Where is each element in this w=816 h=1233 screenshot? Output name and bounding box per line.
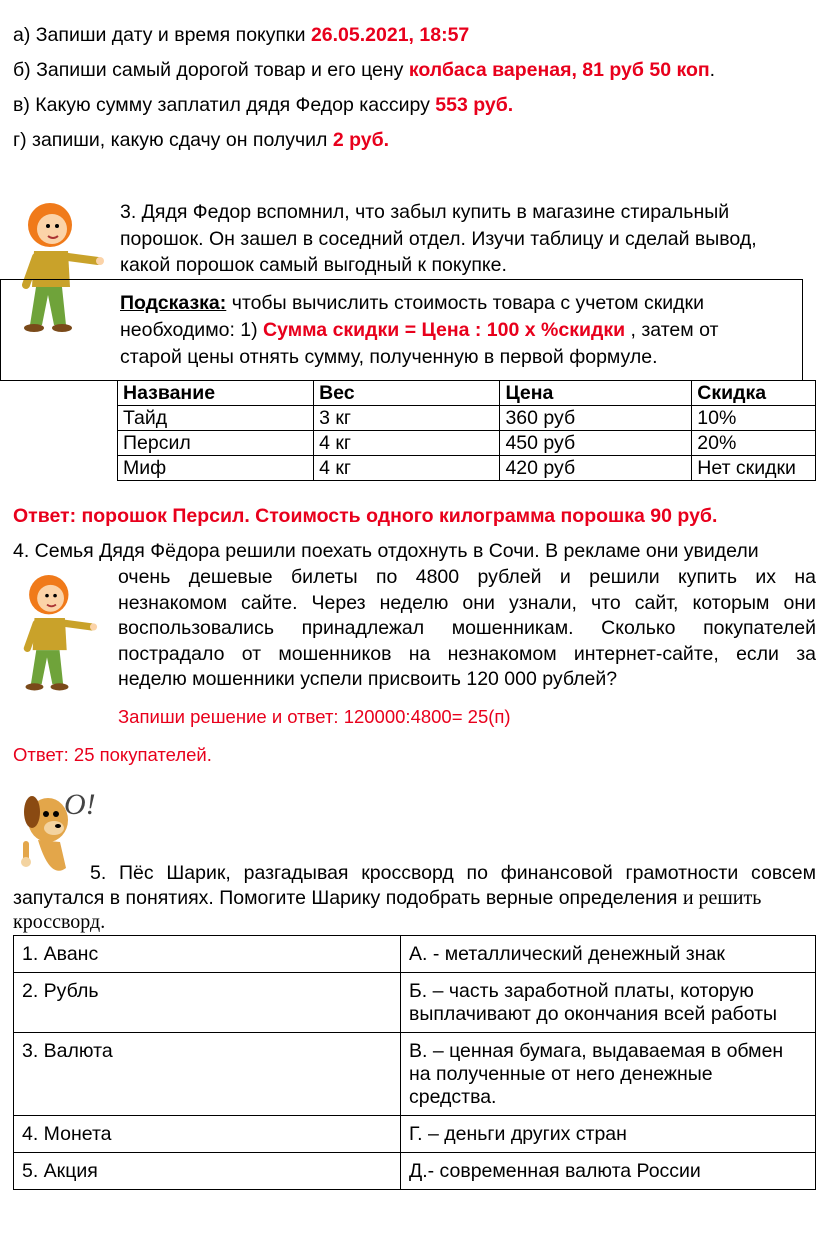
task3-answer: Ответ: порошок Персил. Стоимость одного килограмма порошка 90 руб.	[13, 505, 718, 527]
task-a: а) Запиши дату и время покупки 26.05.2021, 18:57	[13, 24, 470, 46]
task4-answer: Ответ: 25 покупателей.	[13, 744, 212, 765]
term-cell: 1. Аванс	[14, 936, 401, 973]
task3-line2: порошок. Он зашел в соседний отдел. Изучи таблицу и сделай вывод,	[120, 228, 757, 250]
task4-line6: неделю мошенники успели присвоить 120 000 рублей?	[118, 668, 618, 690]
table-row: Миф 4 кг 420 руб Нет скидки	[118, 456, 816, 481]
definition-cell: Г. – деньги других стран	[401, 1116, 816, 1153]
table-row	[14, 936, 816, 973]
col-weight-header: Вес	[314, 381, 500, 406]
definition-cell: А. - металлический денежный знак	[401, 936, 816, 973]
definition-cell: Б. – часть заработной платы, которую выплачивают до окончания всей работы	[401, 973, 816, 1033]
task-b-answer: колбаса вареная, 81 руб 50 коп	[408, 59, 710, 81]
task4-line3: незнакомом сайте. Через неделю они узнали, что сайт, которым они	[118, 592, 816, 614]
task5-line3: кроссворд.	[13, 911, 106, 933]
term-cell: 2. Рубль	[14, 973, 401, 1033]
task4-line4: воспользовались принадлежал мошенникам. Сколько покупателей	[118, 617, 816, 639]
task-v-answer: 553 руб.	[435, 94, 514, 116]
task3-line3: какой порошок самый выгодный к покупке.	[120, 254, 507, 276]
sharik-exclaim: О!	[64, 788, 96, 821]
task4-line1: 4. Семья Дядя Фёдора решили поехать отдохнуть в Сочи. В рекламе они увидели	[13, 540, 759, 562]
definitions-table	[13, 935, 816, 1190]
table-row	[14, 1116, 816, 1153]
task-g: г) запиши, какую сдачу он получил 2 руб.	[13, 129, 390, 151]
task4-solution: Запиши решение и ответ: 120000:4800= 25(п)	[118, 706, 511, 727]
table-row	[14, 1153, 816, 1190]
task3-line1: 3. Дядя Федор вспомнил, что забыл купить в магазине стиральный	[120, 201, 730, 223]
task4-line2: очень дешевые билеты по 4800 рублей и решили купить их на	[118, 566, 816, 588]
task5-line2: запутался в понятиях. Помогите Шарику подобрать верные определения и решить	[13, 887, 762, 909]
term-cell: 4. Монета	[14, 1116, 401, 1153]
task-b: б) Запиши самый дорогой товар и его цену колбаса вареная, 81 руб 50 коп.	[13, 59, 716, 81]
table-row: Тайд 3 кг 360 руб 10%	[118, 406, 816, 431]
term-cell: 5. Акция	[14, 1153, 401, 1190]
col-discount-header: Скидка	[692, 381, 816, 406]
hint-text: Подсказка: чтобы вычислить стоимость товара с учетом скидки необходимо: 1) Сумма скидки = Цена : 100 х %скидки , затем от старой цены отнять сумму, полученную в первой формуле.	[120, 292, 719, 368]
col-name-header: Название	[118, 381, 314, 406]
definition-cell: Д.- современная валюта России	[401, 1153, 816, 1190]
task-v: в) Какую сумму заплатил дядя Федор кассиру 553 руб.	[13, 94, 514, 116]
table-row	[14, 1033, 816, 1116]
task4-line5: пострадало от мошенников на незнакомом интернет-сайте, если за	[118, 643, 816, 665]
hint-label: Подсказка:	[120, 292, 227, 314]
table-header-row	[118, 381, 816, 406]
definition-cell: В. – ценная бумага, выдаваемая в обмен на полученные от него денежные средства.	[401, 1033, 816, 1116]
task-g-answer: 2 руб.	[332, 129, 390, 151]
term-cell: 3. Валюта	[14, 1033, 401, 1116]
task-a-answer: 26.05.2021, 18:57	[310, 24, 470, 46]
uncle-fyodor-illustration-2	[13, 563, 98, 698]
powder-table	[117, 380, 816, 481]
table-row: Персил 4 кг 450 руб 20%	[118, 431, 816, 456]
task5-line1: 5. Пёс Шарик, разгадывая кроссворд по финансовой грамотности совсем	[90, 862, 816, 884]
col-price-header: Цена	[500, 381, 692, 406]
table-row	[14, 973, 816, 1033]
discount-formula: Сумма скидки = Цена : 100 х %скидки	[263, 319, 626, 341]
